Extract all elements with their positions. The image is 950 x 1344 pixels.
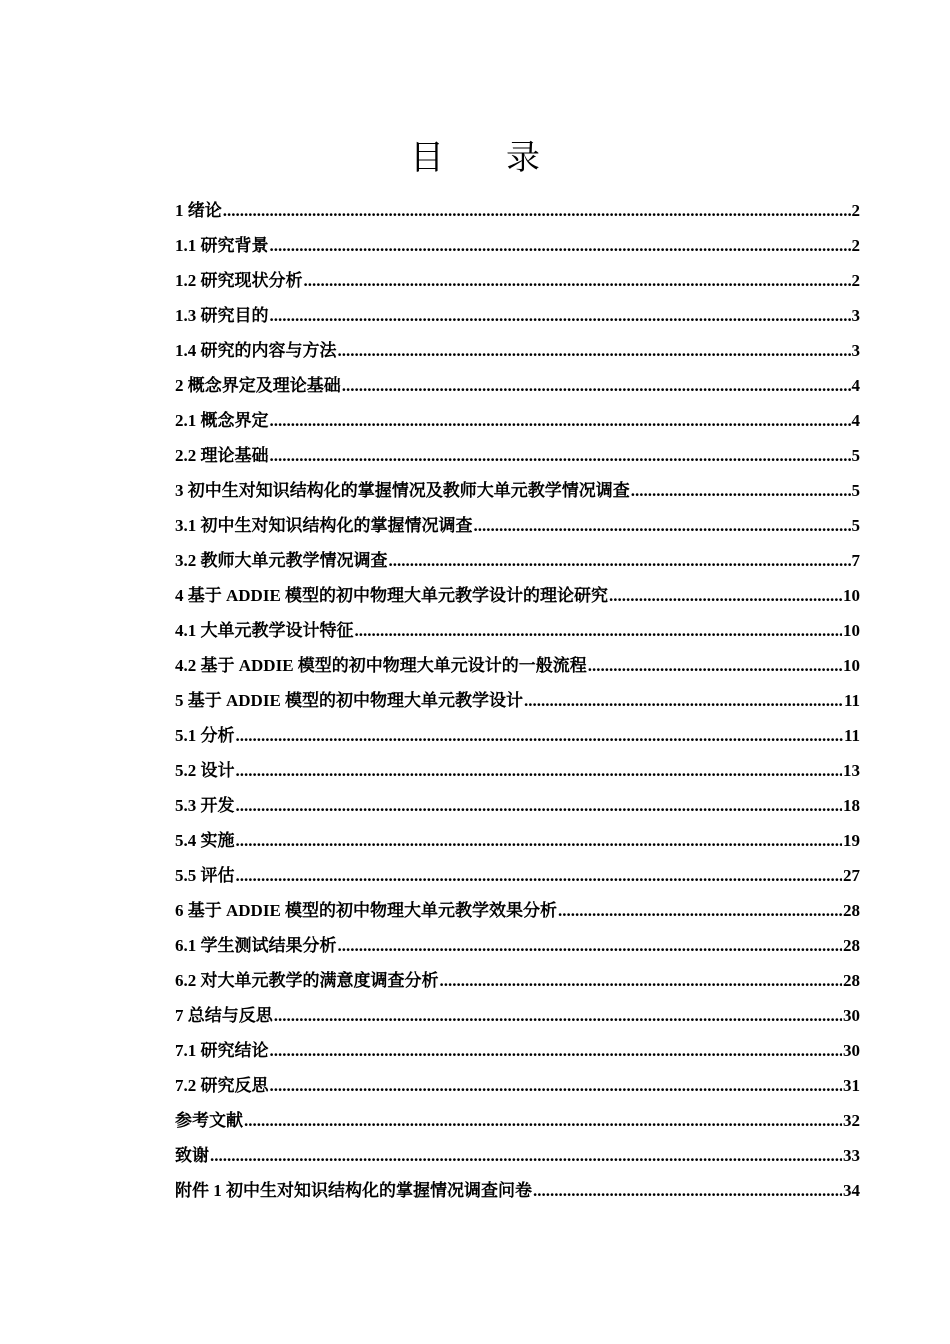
toc-entry[interactable] (175, 858, 860, 893)
toc-entry-label: 2.2 理论基础 (175, 446, 269, 465)
toc-entry-label: 7.1 研究结论 (175, 1041, 269, 1060)
toc-dot-leader (236, 753, 843, 788)
toc-dot-leader (609, 578, 842, 613)
toc-dot-leader (338, 333, 851, 368)
toc-entry-label: 1.2 研究现状分析 (175, 271, 303, 290)
toc-dot-leader (524, 683, 843, 718)
toc-entry-label: 4.2 基于 ADDIE 模型的初中物理大单元设计的一般流程 (175, 656, 587, 675)
toc-entry[interactable] (175, 1173, 860, 1208)
toc-entry[interactable] (175, 543, 860, 578)
toc-entry-page-number: 3 (851, 341, 860, 360)
toc-entry[interactable] (175, 928, 860, 963)
toc-dot-leader (474, 508, 851, 543)
toc-dot-leader (588, 648, 842, 683)
toc-entry-page-number: 19 (843, 831, 860, 850)
toc-entry-page-number: 10 (843, 656, 860, 675)
toc-entry-page-number: 2 (851, 236, 860, 255)
toc-entry-page-number: 34 (843, 1181, 860, 1200)
toc-entry-page-number: 11 (843, 726, 860, 745)
toc-entry-label: 6.2 对大单元教学的满意度调查分析 (175, 971, 439, 990)
toc-entry[interactable] (175, 508, 860, 543)
toc-entry[interactable] (175, 403, 860, 438)
toc-entry[interactable] (175, 193, 860, 228)
table-of-contents (175, 193, 860, 1208)
toc-entry-page-number: 7 (851, 551, 860, 570)
toc-title-char-2: 录 (506, 140, 540, 177)
toc-entry-page-number: 28 (843, 971, 860, 990)
toc-entry[interactable] (175, 263, 860, 298)
toc-entry[interactable] (175, 823, 860, 858)
toc-entry[interactable] (175, 473, 860, 508)
toc-dot-leader (304, 263, 851, 298)
toc-entry-page-number: 28 (843, 901, 860, 920)
toc-entry-page-number: 30 (843, 1006, 860, 1025)
toc-dot-leader (236, 788, 843, 823)
toc-dot-leader (342, 368, 851, 403)
toc-entry-label: 致谢 (175, 1146, 209, 1165)
toc-dot-leader (210, 1138, 842, 1173)
toc-entry-page-number: 10 (843, 586, 860, 605)
toc-dot-leader (533, 1173, 842, 1208)
toc-entry-page-number: 32 (843, 1111, 860, 1130)
toc-entry-page-number: 5 (851, 446, 860, 465)
toc-entry-label: 附件 1 初中生对知识结构化的掌握情况调查问卷 (175, 1181, 532, 1200)
toc-entry[interactable] (175, 228, 860, 263)
toc-entry-label: 1.4 研究的内容与方法 (175, 341, 337, 360)
toc-dot-leader (355, 613, 843, 648)
toc-entry-page-number: 2 (851, 201, 860, 220)
toc-dot-leader (223, 193, 851, 228)
toc-entry-label: 5.4 实施 (175, 831, 235, 850)
toc-entry[interactable] (175, 718, 860, 753)
toc-entry[interactable] (175, 963, 860, 998)
toc-entry-page-number: 18 (843, 796, 860, 815)
toc-entry-label: 3.2 教师大单元教学情况调查 (175, 551, 388, 570)
toc-dot-leader (236, 858, 843, 893)
toc-entry[interactable] (175, 333, 860, 368)
toc-entry-label: 1.3 研究目的 (175, 306, 269, 325)
toc-dot-leader (236, 823, 843, 858)
toc-entry-label: 5.5 评估 (175, 866, 235, 885)
toc-entry-label: 6 基于 ADDIE 模型的初中物理大单元教学效果分析 (175, 901, 558, 920)
toc-entry-page-number: 10 (843, 621, 860, 640)
toc-entry-page-number: 28 (843, 936, 860, 955)
toc-title (0, 137, 950, 181)
toc-dot-leader (270, 298, 851, 333)
toc-entry-page-number: 11 (843, 691, 860, 710)
toc-entry-label: 5.3 开发 (175, 796, 235, 815)
toc-entry-label: 参考文献 (175, 1111, 243, 1130)
toc-entry-label: 3 初中生对知识结构化的掌握情况及教师大单元教学情况调查 (175, 481, 630, 500)
toc-entry[interactable] (175, 753, 860, 788)
toc-entry-page-number: 3 (851, 306, 860, 325)
toc-dot-leader (270, 1068, 843, 1103)
toc-entry[interactable] (175, 1033, 860, 1068)
toc-dot-leader (270, 403, 851, 438)
toc-entry-label: 5.1 分析 (175, 726, 235, 745)
toc-entry[interactable] (175, 298, 860, 333)
toc-title-char-1: 目 (410, 140, 444, 177)
toc-entry-label: 2 概念界定及理论基础 (175, 376, 341, 395)
toc-entry-label: 4 基于 ADDIE 模型的初中物理大单元教学设计的理论研究 (175, 586, 609, 605)
toc-entry[interactable] (175, 1103, 860, 1138)
toc-entry-page-number: 31 (843, 1076, 860, 1095)
toc-entry-page-number: 2 (851, 271, 860, 290)
toc-entry[interactable] (175, 683, 860, 718)
toc-entry-label: 7.2 研究反思 (175, 1076, 269, 1095)
toc-dot-leader (631, 473, 851, 508)
toc-dot-leader (338, 928, 843, 963)
toc-entry-label: 3.1 初中生对知识结构化的掌握情况调查 (175, 516, 473, 535)
toc-entry[interactable] (175, 578, 860, 613)
toc-dot-leader (558, 893, 842, 928)
toc-entry-page-number: 4 (851, 376, 860, 395)
toc-entry[interactable] (175, 1138, 860, 1173)
toc-entry[interactable] (175, 1068, 860, 1103)
toc-dot-leader (236, 718, 843, 753)
toc-entry-label: 1 绪论 (175, 201, 222, 220)
toc-entry-page-number: 33 (843, 1146, 860, 1165)
toc-dot-leader (244, 1103, 842, 1138)
toc-entry-label: 4.1 大单元教学设计特征 (175, 621, 354, 640)
toc-entry[interactable] (175, 613, 860, 648)
toc-entry-label: 7 总结与反思 (175, 1006, 273, 1025)
toc-entry-label: 1.1 研究背景 (175, 236, 269, 255)
toc-entry[interactable] (175, 788, 860, 823)
toc-dot-leader (440, 963, 843, 998)
toc-dot-leader (389, 543, 851, 578)
toc-entry-page-number: 5 (851, 481, 860, 500)
toc-entry-page-number: 30 (843, 1041, 860, 1060)
toc-entry-page-number: 13 (843, 761, 860, 780)
toc-entry-page-number: 5 (851, 516, 860, 535)
toc-entry[interactable] (175, 438, 860, 473)
toc-entry[interactable] (175, 893, 860, 928)
toc-entry-page-number: 27 (843, 866, 860, 885)
toc-entry-label: 5.2 设计 (175, 761, 235, 780)
toc-dot-leader (274, 998, 842, 1033)
toc-entry[interactable] (175, 648, 860, 683)
toc-dot-leader (270, 1033, 843, 1068)
toc-entry[interactable] (175, 368, 860, 403)
toc-entry-label: 2.1 概念界定 (175, 411, 269, 430)
toc-entry-page-number: 4 (851, 411, 860, 430)
toc-entry-label: 6.1 学生测试结果分析 (175, 936, 337, 955)
toc-dot-leader (270, 438, 851, 473)
toc-entry[interactable] (175, 998, 860, 1033)
toc-entry-label: 5 基于 ADDIE 模型的初中物理大单元教学设计 (175, 691, 524, 710)
toc-dot-leader (270, 228, 851, 263)
